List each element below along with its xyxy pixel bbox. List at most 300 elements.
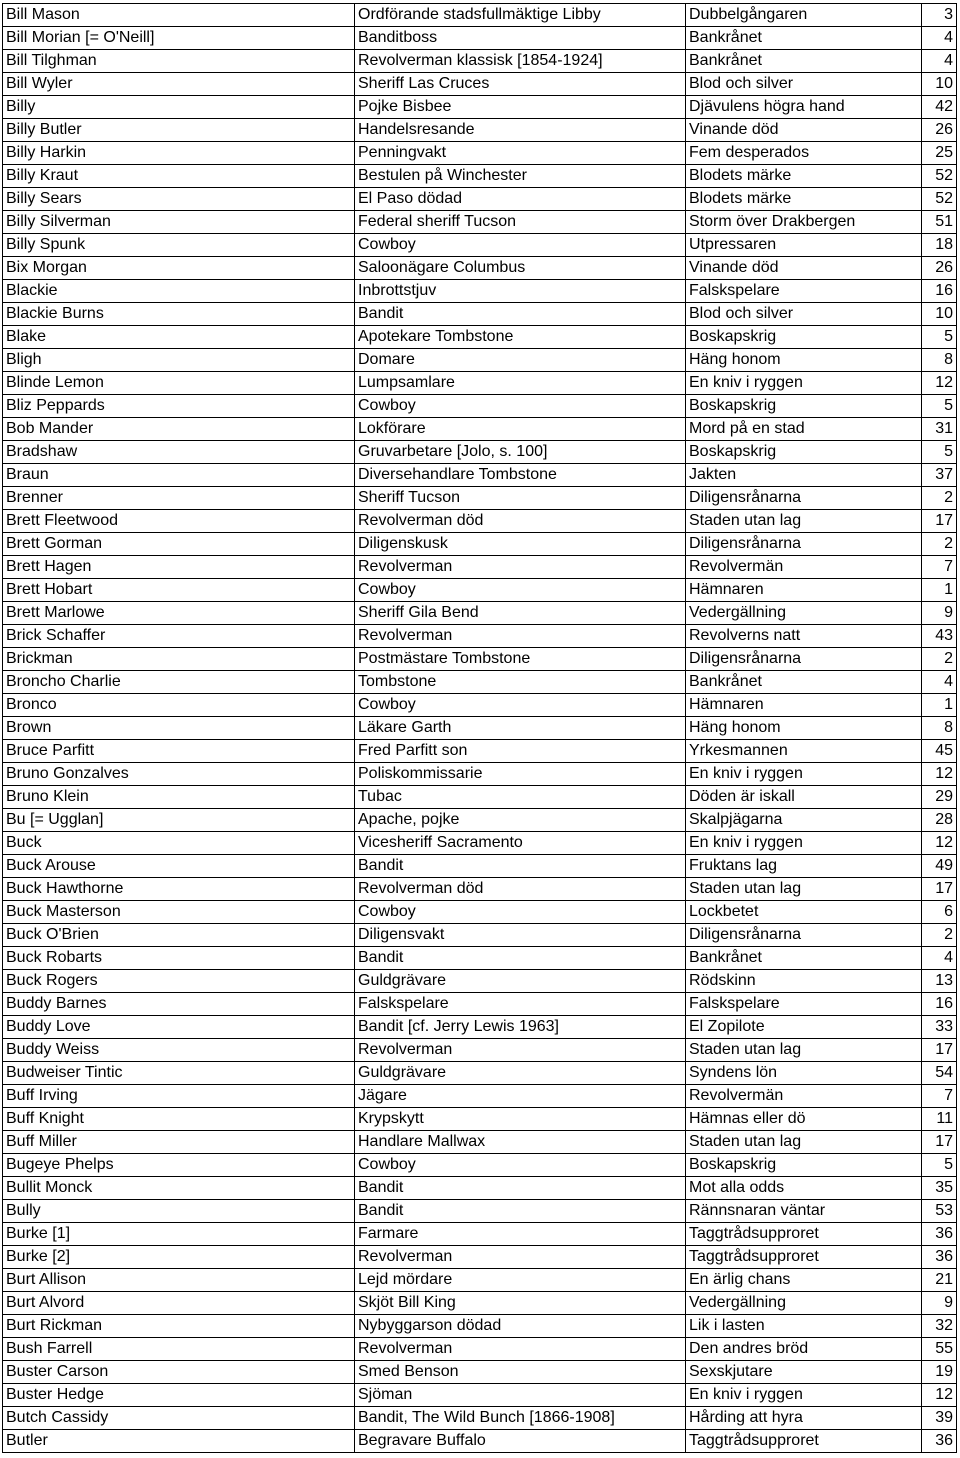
story-title-cell: En kniv i ryggen xyxy=(686,832,922,855)
story-title-cell: Dubbelgångaren xyxy=(686,4,922,27)
issue-number-cell: 2 xyxy=(922,924,957,947)
issue-number-cell: 36 xyxy=(922,1223,957,1246)
character-name-cell: Bruno Gonzalves xyxy=(3,763,355,786)
character-role-cell: Lokförare xyxy=(355,418,686,441)
table-row xyxy=(3,188,957,211)
character-role-cell: Bandit xyxy=(355,303,686,326)
issue-number-cell: 4 xyxy=(922,27,957,50)
story-title-cell: Yrkesmannen xyxy=(686,740,922,763)
character-role-cell: Fred Parfitt son xyxy=(355,740,686,763)
character-name-cell: Brett Hobart xyxy=(3,579,355,602)
character-name-cell: Bruce Parfitt xyxy=(3,740,355,763)
issue-number-cell: 39 xyxy=(922,1407,957,1430)
story-title-cell: En kniv i ryggen xyxy=(686,763,922,786)
table-row xyxy=(3,924,957,947)
issue-number-cell: 49 xyxy=(922,855,957,878)
character-name-cell: Buck Rogers xyxy=(3,970,355,993)
story-title-cell: Taggtrådsupproret xyxy=(686,1430,922,1453)
character-name-cell: Buff Irving xyxy=(3,1085,355,1108)
character-role-cell: Diligenskusk xyxy=(355,533,686,556)
issue-number-cell: 26 xyxy=(922,257,957,280)
character-role-cell: Cowboy xyxy=(355,901,686,924)
issue-number-cell: 7 xyxy=(922,556,957,579)
story-title-cell: Blod och silver xyxy=(686,73,922,96)
table-row xyxy=(3,901,957,924)
table-row xyxy=(3,947,957,970)
story-title-cell: Diligensrånarna xyxy=(686,648,922,671)
table-row xyxy=(3,855,957,878)
table-row xyxy=(3,418,957,441)
issue-number-cell: 9 xyxy=(922,1292,957,1315)
issue-number-cell: 52 xyxy=(922,188,957,211)
issue-number-cell: 12 xyxy=(922,372,957,395)
character-role-cell: Revolverman xyxy=(355,1338,686,1361)
story-title-cell: Staden utan lag xyxy=(686,1131,922,1154)
character-name-cell: Bully xyxy=(3,1200,355,1223)
character-name-cell: Buck Arouse xyxy=(3,855,355,878)
story-title-cell: Taggtrådsupproret xyxy=(686,1246,922,1269)
issue-number-cell: 17 xyxy=(922,878,957,901)
table-body xyxy=(3,4,957,1453)
character-role-cell: Tubac xyxy=(355,786,686,809)
character-name-cell: Butch Cassidy xyxy=(3,1407,355,1430)
table-row xyxy=(3,1361,957,1384)
issue-number-cell: 13 xyxy=(922,970,957,993)
table-row xyxy=(3,1315,957,1338)
story-title-cell: Vinande död xyxy=(686,257,922,280)
character-name-cell: Bill Mason xyxy=(3,4,355,27)
table-row xyxy=(3,372,957,395)
character-role-cell: Sheriff Gila Bend xyxy=(355,602,686,625)
issue-number-cell: 43 xyxy=(922,625,957,648)
table-row xyxy=(3,579,957,602)
table-row xyxy=(3,1039,957,1062)
character-name-cell: Blackie xyxy=(3,280,355,303)
story-title-cell: Boskapskrig xyxy=(686,1154,922,1177)
character-role-cell: Läkare Garth xyxy=(355,717,686,740)
table-row xyxy=(3,763,957,786)
story-title-cell: Vedergällning xyxy=(686,602,922,625)
character-name-cell: Buck xyxy=(3,832,355,855)
character-role-cell: Sjöman xyxy=(355,1384,686,1407)
issue-number-cell: 8 xyxy=(922,717,957,740)
issue-number-cell: 12 xyxy=(922,832,957,855)
story-title-cell: Bankrånet xyxy=(686,50,922,73)
table-row xyxy=(3,1131,957,1154)
table-row xyxy=(3,1062,957,1085)
issue-number-cell: 5 xyxy=(922,395,957,418)
story-title-cell: Boskapskrig xyxy=(686,326,922,349)
character-name-cell: Bob Mander xyxy=(3,418,355,441)
character-name-cell: Buddy Weiss xyxy=(3,1039,355,1062)
issue-number-cell: 2 xyxy=(922,533,957,556)
character-role-cell: Poliskommissarie xyxy=(355,763,686,786)
table-row xyxy=(3,809,957,832)
table-row xyxy=(3,1246,957,1269)
character-name-cell: Burt Allison xyxy=(3,1269,355,1292)
story-title-cell: Blodets märke xyxy=(686,165,922,188)
issue-number-cell: 1 xyxy=(922,579,957,602)
issue-number-cell: 7 xyxy=(922,1085,957,1108)
table-row xyxy=(3,326,957,349)
story-title-cell: Döden är iskall xyxy=(686,786,922,809)
issue-number-cell: 25 xyxy=(922,142,957,165)
table-row xyxy=(3,50,957,73)
story-title-cell: Revolvermän xyxy=(686,1085,922,1108)
character-name-cell: Brickman xyxy=(3,648,355,671)
issue-number-cell: 19 xyxy=(922,1361,957,1384)
table-row xyxy=(3,993,957,1016)
table-row xyxy=(3,119,957,142)
table-row xyxy=(3,73,957,96)
table-row xyxy=(3,96,957,119)
table-row xyxy=(3,303,957,326)
character-name-cell: Brett Hagen xyxy=(3,556,355,579)
character-name-cell: Budweiser Tintic xyxy=(3,1062,355,1085)
character-role-cell: Inbrottstjuv xyxy=(355,280,686,303)
issue-number-cell: 21 xyxy=(922,1269,957,1292)
character-name-cell: Bliz Peppards xyxy=(3,395,355,418)
issue-number-cell: 55 xyxy=(922,1338,957,1361)
character-role-cell: Bandit xyxy=(355,1200,686,1223)
character-role-cell: Bestulen på Winchester xyxy=(355,165,686,188)
character-name-cell: Burke [1] xyxy=(3,1223,355,1246)
story-title-cell: Häng honom xyxy=(686,349,922,372)
character-role-cell: Diligensvakt xyxy=(355,924,686,947)
character-role-cell: Ordförande stadsfullmäktige Libby xyxy=(355,4,686,27)
character-name-cell: Burt Alvord xyxy=(3,1292,355,1315)
character-name-cell: Broncho Charlie xyxy=(3,671,355,694)
table-row xyxy=(3,395,957,418)
table-row xyxy=(3,786,957,809)
character-role-cell: Lejd mördare xyxy=(355,1269,686,1292)
issue-number-cell: 33 xyxy=(922,1016,957,1039)
table-row xyxy=(3,671,957,694)
character-name-cell: Brett Gorman xyxy=(3,533,355,556)
character-name-cell: Bush Farrell xyxy=(3,1338,355,1361)
character-role-cell: Banditboss xyxy=(355,27,686,50)
table-row xyxy=(3,1108,957,1131)
character-name-cell: Bill Tilghman xyxy=(3,50,355,73)
issue-number-cell: 8 xyxy=(922,349,957,372)
character-role-cell: Jägare xyxy=(355,1085,686,1108)
story-title-cell: Storm över Drakbergen xyxy=(686,211,922,234)
character-role-cell: Revolverman xyxy=(355,1039,686,1062)
table-row xyxy=(3,142,957,165)
issue-number-cell: 9 xyxy=(922,602,957,625)
character-name-cell: Buff Miller xyxy=(3,1131,355,1154)
issue-number-cell: 26 xyxy=(922,119,957,142)
character-name-cell: Blackie Burns xyxy=(3,303,355,326)
issue-number-cell: 53 xyxy=(922,1200,957,1223)
table-row xyxy=(3,1384,957,1407)
story-title-cell: Mot alla odds xyxy=(686,1177,922,1200)
story-title-cell: Hämnas eller dö xyxy=(686,1108,922,1131)
issue-number-cell: 6 xyxy=(922,901,957,924)
character-table xyxy=(2,3,957,1453)
issue-number-cell: 35 xyxy=(922,1177,957,1200)
character-role-cell: Falskspelare xyxy=(355,993,686,1016)
character-role-cell: Apache, pojke xyxy=(355,809,686,832)
issue-number-cell: 54 xyxy=(922,1062,957,1085)
character-name-cell: Blake xyxy=(3,326,355,349)
table-row xyxy=(3,280,957,303)
character-name-cell: Brett Marlowe xyxy=(3,602,355,625)
table-row xyxy=(3,441,957,464)
character-name-cell: Brenner xyxy=(3,487,355,510)
character-role-cell: Postmästare Tombstone xyxy=(355,648,686,671)
issue-number-cell: 2 xyxy=(922,648,957,671)
character-name-cell: Bill Wyler xyxy=(3,73,355,96)
character-role-cell: Saloonägare Columbus xyxy=(355,257,686,280)
table-row xyxy=(3,1177,957,1200)
table-row xyxy=(3,1407,957,1430)
story-title-cell: Bankrånet xyxy=(686,27,922,50)
character-name-cell: Bronco xyxy=(3,694,355,717)
table-row xyxy=(3,556,957,579)
character-name-cell: Bugeye Phelps xyxy=(3,1154,355,1177)
character-name-cell: Buck O'Brien xyxy=(3,924,355,947)
character-role-cell: Guldgrävare xyxy=(355,1062,686,1085)
issue-number-cell: 5 xyxy=(922,1154,957,1177)
issue-number-cell: 37 xyxy=(922,464,957,487)
character-name-cell: Buddy Love xyxy=(3,1016,355,1039)
table-row xyxy=(3,878,957,901)
character-name-cell: Brown xyxy=(3,717,355,740)
issue-number-cell: 1 xyxy=(922,694,957,717)
table-row xyxy=(3,487,957,510)
table-row xyxy=(3,1269,957,1292)
table-row xyxy=(3,1200,957,1223)
story-title-cell: Bankrånet xyxy=(686,671,922,694)
issue-number-cell: 29 xyxy=(922,786,957,809)
character-role-cell: Cowboy xyxy=(355,694,686,717)
character-role-cell: Revolverman xyxy=(355,556,686,579)
character-role-cell: Farmare xyxy=(355,1223,686,1246)
character-role-cell: Revolverman xyxy=(355,1246,686,1269)
table-row xyxy=(3,165,957,188)
issue-number-cell: 2 xyxy=(922,487,957,510)
character-name-cell: Buck Hawthorne xyxy=(3,878,355,901)
table-row xyxy=(3,1223,957,1246)
character-name-cell: Braun xyxy=(3,464,355,487)
story-title-cell: Hämnaren xyxy=(686,579,922,602)
character-role-cell: Cowboy xyxy=(355,234,686,257)
character-name-cell: Bill Morian [= O'Neill] xyxy=(3,27,355,50)
table-row xyxy=(3,1430,957,1453)
story-title-cell: Vedergällning xyxy=(686,1292,922,1315)
character-role-cell: Smed Benson xyxy=(355,1361,686,1384)
character-role-cell: Handelsresande xyxy=(355,119,686,142)
table-row xyxy=(3,510,957,533)
character-name-cell: Bu [= Ugglan] xyxy=(3,809,355,832)
table-row xyxy=(3,1292,957,1315)
character-role-cell: Vicesheriff Sacramento xyxy=(355,832,686,855)
character-role-cell: Krypskytt xyxy=(355,1108,686,1131)
character-role-cell: Handlare Mallwax xyxy=(355,1131,686,1154)
table-row xyxy=(3,1338,957,1361)
table-row xyxy=(3,1154,957,1177)
character-name-cell: Billy Harkin xyxy=(3,142,355,165)
character-role-cell: Skjöt Bill King xyxy=(355,1292,686,1315)
issue-number-cell: 12 xyxy=(922,1384,957,1407)
character-name-cell: Buck Masterson xyxy=(3,901,355,924)
story-title-cell: Häng honom xyxy=(686,717,922,740)
character-role-cell: Bandit xyxy=(355,1177,686,1200)
character-name-cell: Billy Butler xyxy=(3,119,355,142)
character-name-cell: Bix Morgan xyxy=(3,257,355,280)
issue-number-cell: 4 xyxy=(922,50,957,73)
story-title-cell: Den andres bröd xyxy=(686,1338,922,1361)
story-title-cell: Lockbetet xyxy=(686,901,922,924)
story-title-cell: El Zopilote xyxy=(686,1016,922,1039)
issue-number-cell: 32 xyxy=(922,1315,957,1338)
character-role-cell: Revolverman död xyxy=(355,878,686,901)
story-title-cell: Syndens lön xyxy=(686,1062,922,1085)
story-title-cell: Jakten xyxy=(686,464,922,487)
character-name-cell: Bullit Monck xyxy=(3,1177,355,1200)
table-row xyxy=(3,464,957,487)
story-title-cell: En kniv i ryggen xyxy=(686,372,922,395)
story-title-cell: Blodets märke xyxy=(686,188,922,211)
table-row xyxy=(3,1016,957,1039)
story-title-cell: Rödskinn xyxy=(686,970,922,993)
table-row xyxy=(3,970,957,993)
character-name-cell: Billy Spunk xyxy=(3,234,355,257)
issue-number-cell: 11 xyxy=(922,1108,957,1131)
character-role-cell: El Paso dödad xyxy=(355,188,686,211)
story-title-cell: Mord på en stad xyxy=(686,418,922,441)
table-row xyxy=(3,740,957,763)
character-role-cell: Cowboy xyxy=(355,579,686,602)
character-role-cell: Bandit xyxy=(355,855,686,878)
character-role-cell: Revolverman klassisk [1854-1924] xyxy=(355,50,686,73)
issue-number-cell: 17 xyxy=(922,510,957,533)
character-name-cell: Burt Rickman xyxy=(3,1315,355,1338)
issue-number-cell: 36 xyxy=(922,1246,957,1269)
story-title-cell: Fem desperados xyxy=(686,142,922,165)
character-role-cell: Begravare Buffalo xyxy=(355,1430,686,1453)
character-name-cell: Buff Knight xyxy=(3,1108,355,1131)
issue-number-cell: 3 xyxy=(922,4,957,27)
story-title-cell: Revolvermän xyxy=(686,556,922,579)
table-row xyxy=(3,602,957,625)
story-title-cell: Staden utan lag xyxy=(686,878,922,901)
issue-number-cell: 10 xyxy=(922,303,957,326)
character-role-cell: Revolverman död xyxy=(355,510,686,533)
story-title-cell: Falskspelare xyxy=(686,280,922,303)
table-row xyxy=(3,832,957,855)
story-title-cell: Diligensrånarna xyxy=(686,924,922,947)
character-role-cell: Sheriff Las Cruces xyxy=(355,73,686,96)
issue-number-cell: 4 xyxy=(922,671,957,694)
character-role-cell: Bandit xyxy=(355,947,686,970)
table-row xyxy=(3,717,957,740)
character-role-cell: Guldgrävare xyxy=(355,970,686,993)
character-name-cell: Buster Carson xyxy=(3,1361,355,1384)
issue-number-cell: 17 xyxy=(922,1039,957,1062)
story-title-cell: Blod och silver xyxy=(686,303,922,326)
story-title-cell: Boskapskrig xyxy=(686,441,922,464)
story-title-cell: Hårding att hyra xyxy=(686,1407,922,1430)
issue-number-cell: 18 xyxy=(922,234,957,257)
story-title-cell: Staden utan lag xyxy=(686,1039,922,1062)
character-name-cell: Billy Kraut xyxy=(3,165,355,188)
character-role-cell: Pojke Bisbee xyxy=(355,96,686,119)
character-name-cell: Buddy Barnes xyxy=(3,993,355,1016)
story-title-cell: Diligensrånarna xyxy=(686,533,922,556)
character-role-cell: Cowboy xyxy=(355,1154,686,1177)
issue-number-cell: 10 xyxy=(922,73,957,96)
story-title-cell: Utpressaren xyxy=(686,234,922,257)
issue-number-cell: 45 xyxy=(922,740,957,763)
issue-number-cell: 31 xyxy=(922,418,957,441)
story-title-cell: Bankrånet xyxy=(686,947,922,970)
story-title-cell: En kniv i ryggen xyxy=(686,1384,922,1407)
table-row xyxy=(3,533,957,556)
character-role-cell: Bandit, The Wild Bunch [1866-1908] xyxy=(355,1407,686,1430)
character-role-cell: Apotekare Tombstone xyxy=(355,326,686,349)
table-row xyxy=(3,234,957,257)
character-role-cell: Domare xyxy=(355,349,686,372)
character-role-cell: Sheriff Tucson xyxy=(355,487,686,510)
character-name-cell: Butler xyxy=(3,1430,355,1453)
story-title-cell: Rännsnaran väntar xyxy=(686,1200,922,1223)
character-name-cell: Brett Fleetwood xyxy=(3,510,355,533)
story-title-cell: Boskapskrig xyxy=(686,395,922,418)
issue-number-cell: 16 xyxy=(922,280,957,303)
character-name-cell: Burke [2] xyxy=(3,1246,355,1269)
issue-number-cell: 5 xyxy=(922,326,957,349)
issue-number-cell: 16 xyxy=(922,993,957,1016)
character-name-cell: Bradshaw xyxy=(3,441,355,464)
story-title-cell: En ärlig chans xyxy=(686,1269,922,1292)
table-row xyxy=(3,625,957,648)
story-title-cell: Skalpjägarna xyxy=(686,809,922,832)
character-role-cell: Nybyggarson dödad xyxy=(355,1315,686,1338)
story-title-cell: Revolverns natt xyxy=(686,625,922,648)
character-role-cell: Revolverman xyxy=(355,625,686,648)
story-title-cell: Taggtrådsupproret xyxy=(686,1223,922,1246)
character-role-cell: Penningvakt xyxy=(355,142,686,165)
issue-number-cell: 4 xyxy=(922,947,957,970)
table-row xyxy=(3,694,957,717)
table-row xyxy=(3,349,957,372)
story-title-cell: Fruktans lag xyxy=(686,855,922,878)
story-title-cell: Hämnaren xyxy=(686,694,922,717)
character-role-cell: Diversehandlare Tombstone xyxy=(355,464,686,487)
story-title-cell: Falskspelare xyxy=(686,993,922,1016)
character-role-cell: Lumpsamlare xyxy=(355,372,686,395)
character-name-cell: Buster Hedge xyxy=(3,1384,355,1407)
table-row xyxy=(3,257,957,280)
story-title-cell: Djävulens högra hand xyxy=(686,96,922,119)
table-row xyxy=(3,4,957,27)
character-role-cell: Cowboy xyxy=(355,395,686,418)
issue-number-cell: 17 xyxy=(922,1131,957,1154)
character-role-cell: Gruvarbetare [Jolo, s. 100] xyxy=(355,441,686,464)
story-title-cell: Sexskjutare xyxy=(686,1361,922,1384)
story-title-cell: Vinande död xyxy=(686,119,922,142)
issue-number-cell: 5 xyxy=(922,441,957,464)
issue-number-cell: 51 xyxy=(922,211,957,234)
character-name-cell: Bruno Klein xyxy=(3,786,355,809)
story-title-cell: Diligensrånarna xyxy=(686,487,922,510)
table-row xyxy=(3,1085,957,1108)
issue-number-cell: 28 xyxy=(922,809,957,832)
story-title-cell: Staden utan lag xyxy=(686,510,922,533)
table-row xyxy=(3,648,957,671)
